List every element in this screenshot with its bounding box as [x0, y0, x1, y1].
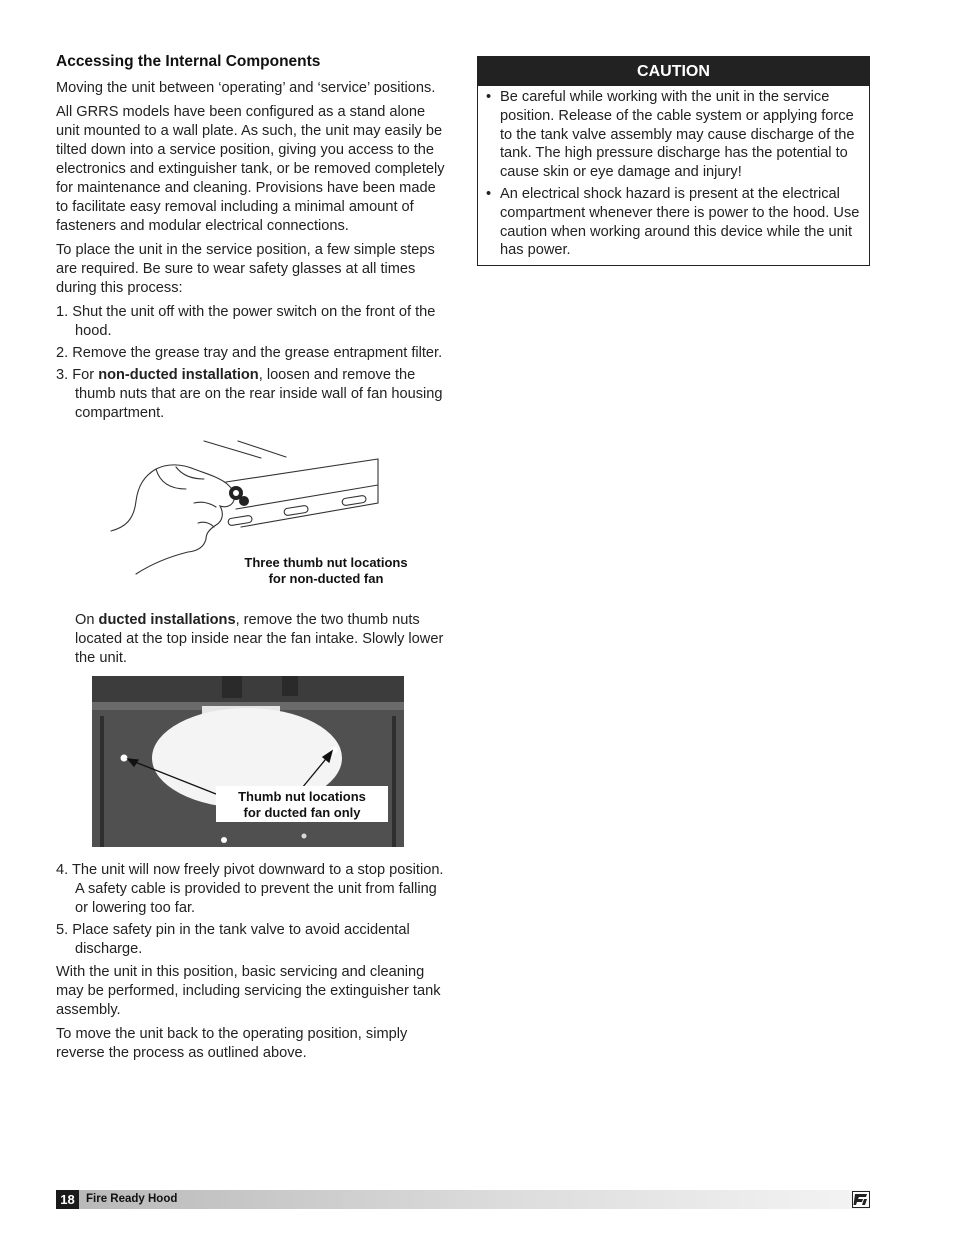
figure2-caption-line1: Thumb nut locations — [238, 789, 366, 804]
step-text: The unit will now freely pivot downward to a stop position. A safety cable is provided to prevent the unit from falling or lowering too far. — [71, 862, 444, 916]
footer-title: Fire Ready Hood — [86, 1193, 178, 1205]
step-text: Shut the unit off with the power switch on the front of the hood. — [72, 304, 436, 339]
step-text: Place safety pin in the tank valve to avoid accidental discharge. — [72, 922, 410, 957]
figure1-caption-line2: for non-ducted fan — [268, 571, 384, 586]
bullet-icon: • — [486, 89, 492, 105]
left-column — [56, 52, 448, 1068]
step-number: 3. — [56, 367, 69, 383]
reverse-process-paragraph: To move the unit back to the operating position, simply reverse the process as outlined above. — [56, 1026, 408, 1061]
step-number: 5. — [56, 922, 69, 938]
configuration-paragraph: All GRRS models have been configured as a stand alone unit mounted to a wall plate. As such, the unit may easily be tilted down into a service position, giving you access to the electronics and extinguisher tank, or be removed completely for maintenance and cleaning. Provisions have been made to facilitate easy removal including a minimal amount of fasteners and modular electrical connections. — [56, 104, 445, 234]
step-3 — [56, 366, 448, 423]
caution-box — [477, 56, 870, 266]
caution-item-text: Be careful while working with the unit in the service position. Release of the cable system or applying force to the tank valve assembly may cause discharge of the tank. The high pressure discharge has the potential to cause skin or eye damage and injury! — [500, 89, 855, 181]
caution-item-text: An electrical shock hazard is present at the electrical compartment whenever there is power to the hood. Use caution when working around this device while the unit has power. — [500, 185, 860, 259]
intro-paragraph: Moving the unit between ‘operating’ and ‘service’ positions. — [56, 80, 436, 96]
page-number: 18 — [56, 1190, 79, 1209]
caution-list — [478, 86, 869, 265]
step-number: 2. — [56, 345, 69, 361]
caution-title: CAUTION — [478, 57, 869, 86]
right-column — [477, 56, 870, 266]
figure2-caption — [216, 786, 388, 822]
step-number: 4. — [56, 862, 69, 878]
section-heading: Accessing the Internal Components — [56, 53, 321, 70]
ducted-thumb-nut-photo — [92, 676, 404, 847]
step-text: Remove the grease tray and the grease entrapment filter. — [72, 345, 443, 361]
page-footer — [56, 1190, 870, 1209]
figure1-caption — [216, 555, 436, 587]
service-steps-list-continued — [56, 861, 448, 959]
step-text-bold: non-ducted installation — [98, 367, 259, 383]
step-1 — [56, 303, 448, 341]
service-steps-intro: To place the unit in the service position, a few simple steps are required. Be sure to wear safety glasses at all times during this process: — [56, 242, 435, 296]
step-5 — [56, 921, 448, 959]
service-steps-list — [56, 303, 448, 423]
bullet-icon: • — [486, 185, 492, 202]
greenheck-logo-icon — [852, 1191, 870, 1208]
figure2-caption-line2: for ducted fan only — [243, 804, 361, 820]
ducted-text-bold: ducted installations — [98, 612, 236, 628]
figure1-caption-line1: Three thumb nut locations — [244, 555, 408, 570]
ducted-installations-paragraph — [56, 611, 448, 668]
servicing-paragraph: With the unit in this position, basic servicing and cleaning may be performed, including servicing the extinguisher tank assembly. — [56, 964, 441, 1018]
step-text-post: , loosen and remove the thumb nuts that are on the rear inside wall of fan housing compartment. — [75, 367, 443, 421]
step-text-pre: For — [72, 367, 99, 383]
step-2 — [56, 344, 448, 363]
non-ducted-thumb-nut-figure — [56, 431, 448, 601]
caution-item-electrical-shock — [486, 185, 863, 260]
caution-item-service-position — [486, 88, 863, 182]
step-4 — [56, 861, 448, 918]
ducted-text-post: , remove the two thumb nuts located at the top inside near the fan intake. Slowly lower the unit. — [75, 612, 444, 666]
ducted-text-pre: On — [75, 612, 99, 628]
step-number: 1. — [56, 304, 69, 320]
